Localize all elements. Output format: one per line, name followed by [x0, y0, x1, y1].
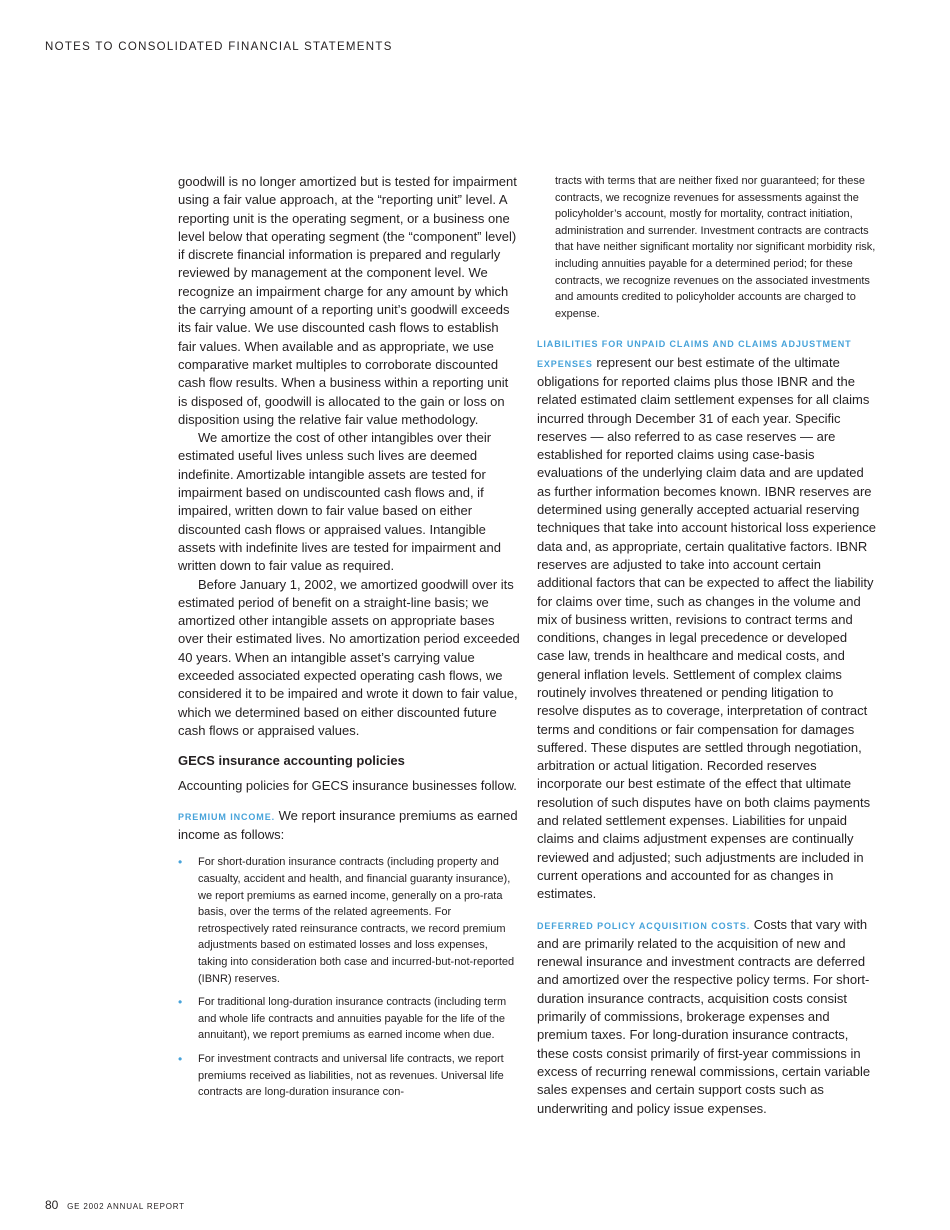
page-footer — [45, 1198, 185, 1212]
list-item — [178, 994, 520, 1044]
left-column — [178, 173, 520, 1108]
liabilities-paragraph — [537, 334, 877, 903]
list-item — [178, 1051, 520, 1101]
premium-income-paragraph — [178, 807, 520, 845]
dpac-paragraph — [537, 916, 877, 1118]
premium-bullet-list — [178, 854, 520, 1100]
premium-income-text: We report insurance premiums as earned income as follows: — [178, 807, 518, 843]
bullet-icon: • — [178, 855, 183, 870]
section-subhead: GECS insurance accounting policies — [178, 753, 405, 769]
page-header: NOTES TO CONSOLIDATED FINANCIAL STATEMENTS — [45, 41, 393, 53]
right-column — [537, 173, 877, 1118]
list-item — [178, 854, 520, 987]
bullet-text: For investment contracts and universal life contracts, we report premiums received as liabilities, not as revenues. Universal life contracts are long-duration insurance con- — [198, 1052, 504, 1099]
bullet-text: For traditional long-duration insurance contracts (including term and whole life contracts and annuities payable for the life of the annuitant), we report premiums as earned income when due. — [198, 996, 507, 1042]
universal-life-continuation: tracts with terms that are neither fixed nor guaranteed; for these contracts, we recognize revenues for assessments against the policyholder’s account, mostly for mortality, contract initiation, administration and surrender. Investment contracts are contracts that have neither significant mortality nor significant morbidity risk, including annuities payable for a determined period; for these contracts, we recognize revenues on the associated investments and amounts credited to policyholder accounts are charged to expense. — [555, 175, 876, 320]
dpac-text: Costs that vary with and are primarily related to the acquisition of new and renewal insurance and investment contracts are deferred and amortized over the respective policy terms. For short-duration insurance contracts, acquisition costs consist primarily of commissions, brokerage expenses and premium taxes. For long-duration insurance contracts, these costs consist primarily of first-year commissions in excess of recurring renewal commissions, certain variable sales expenses and certain support costs such as underwriting and policy issue expenses. — [537, 916, 871, 1116]
section-intro: Accounting policies for GECS insurance businesses follow. — [178, 777, 517, 793]
intangibles-paragraph: We amortize the cost of other intangibles over their estimated useful lives unless such lives are deemed indefinite. Amortizable intangible assets are tested for impairment based on undiscounted cash flows and, if impaired, written down to fair value based on either discounted cash flows or appraised values. Intangible assets with indefinite lives are tested for impairment and written down to fair value as required. — [178, 430, 501, 574]
report-name: GE 2002 ANNUAL REPORT — [67, 1202, 185, 1211]
page-number: 80 — [45, 1198, 59, 1212]
bullet-icon: • — [178, 1051, 183, 1066]
premium-income-lead: PREMIUM INCOME. — [178, 811, 276, 822]
liabilities-text: represent our best estimate of the ultimate obligations for reported claims plus those IBNR and the related estimated claim settlement expenses for all claims incurred through December 31 of each year. Specific reserves — also referred to as case reserves — are established for reported claims using case-basis evaluations of the underlying claim data and are updated as further information becomes known. IBNR reserves are determined using generally accepted actuarial reserving techniques that take into account historical loss experience data and, as appropriate, certain qualitative factors. IBNR reserves are adjusted to take into account certain additional factors that can be expected to affect the liability for claims over time, such as changes in the volume and mix of business written, revisions to contract terms and conditions, changes in legal precedence or developed case law, trends in healthcare and medical costs, and general inflation levels. Settlement of complex claims routinely involves threatened or pending litigation to resolve disputes as to coverage, interpretation of contract terms and conditions or fair compensation for damages suffered. These disputes are settled through negotiation, arbitration or actual litigation. Recorded reserves incorporate our best estimate of the effect that ultimate resolution of such disputes have on both claims payments and related settlement expenses. Liabilities for unpaid claims and claims adjustment expenses are continually reviewed and adjusted; such adjustments are included in current operations and accounted for as changes in estimates. — [537, 354, 876, 902]
bullet-icon: • — [178, 995, 183, 1010]
bullet-text: For short-duration insurance contracts (including property and casualty, accident and health, and financial guaranty insurance), we report premiums as earned income, generally on a pro-rata basis, over the terms of the related agreements. For retrospectively rated reinsurance contracts, we record premium adjustments based on estimated losses and loss expenses, taking into consideration both case and incurred-but-not-reported (IBNR) reserves. — [198, 856, 515, 985]
dpac-lead: DEFERRED POLICY ACQUISITION COSTS. — [537, 920, 751, 931]
pre-2002-paragraph: Before January 1, 2002, we amortized goodwill over its estimated period of benefit on a straight-line basis; we amortized other intangible assets on appropriate bases over their estimated lives. No amortization period exceeded 40 years. When an intangible asset’s carrying value exceeded associated expected operating cash flows, we considered it to be impaired and wrote it down to fair value, which we determined based on either discounted future cash flows or appraised values. — [178, 576, 520, 738]
goodwill-paragraph: goodwill is no longer amortized but is tested for impairment using a fair value approach, at the “reporting unit” level. A reporting unit is the operating segment, or a business one level below that operating segment (the “component” level) if discrete financial information is prepared and regularly reviewed by management at the component level. We recognize an impairment charge for any amount by which the carrying amount of a reporting unit’s goodwill exceeds its fair value. We use discounted cash flows to establish fair values. When available and as appropriate, we use comparative market multiples to corroborate discounted cash flow results. When a business within a reporting unit is disposed of, goodwill is allocated to the gain or loss on disposition using the relative fair value methodology. — [178, 174, 517, 427]
liabilities-lead: LIABILITIES FOR UNPAID CLAIMS AND CLAIMS ADJUSTMENT EXPENSES — [537, 339, 852, 369]
